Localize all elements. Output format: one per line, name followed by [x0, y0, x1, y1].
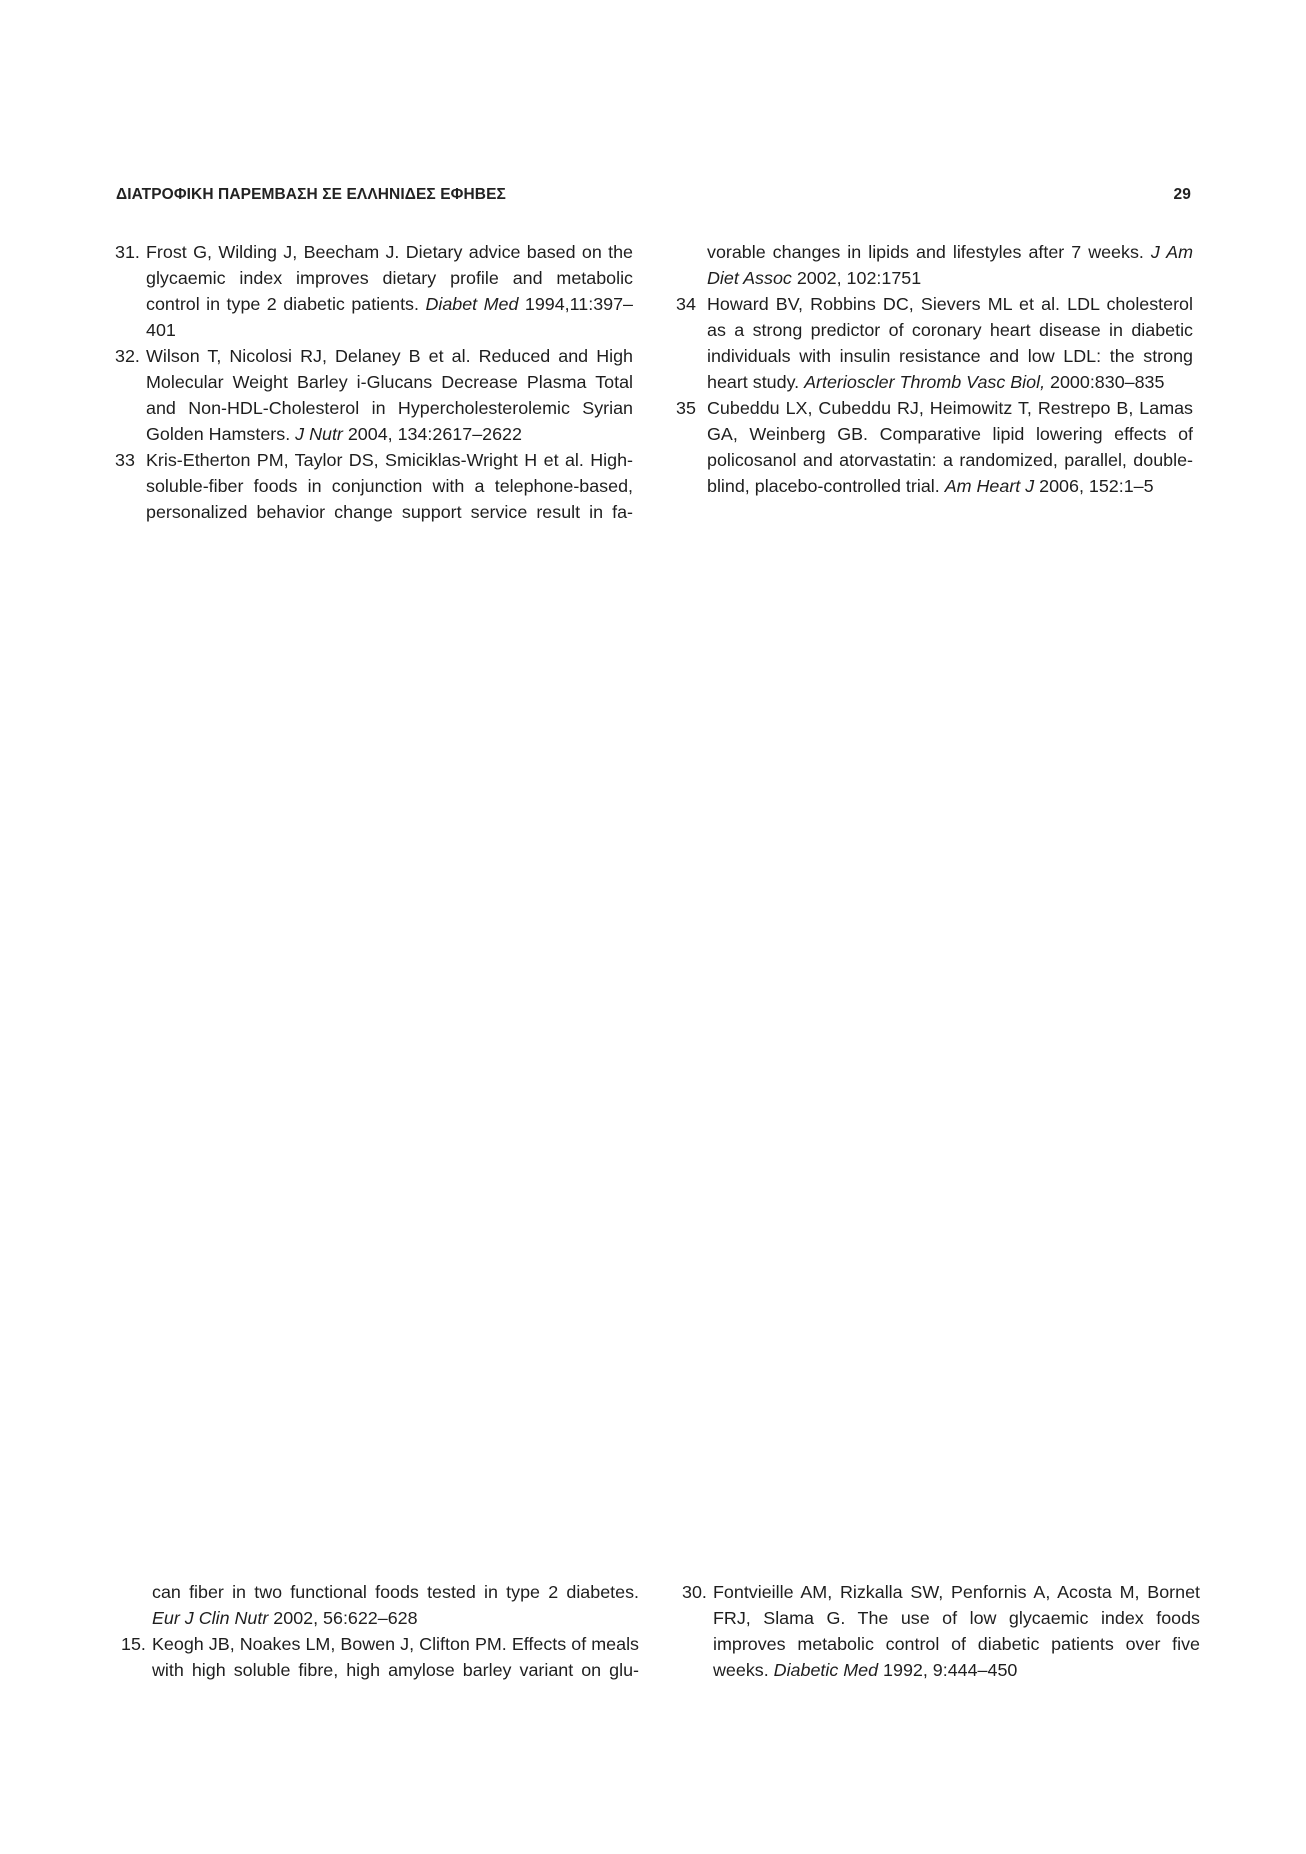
reference-citation: 2000:830–835 — [1045, 372, 1165, 392]
journal-name: Am Heart J — [944, 476, 1035, 496]
reference-35 — [676, 395, 1193, 499]
running-header — [116, 186, 1191, 210]
reference-citation: 1992, 9:444–450 — [878, 1660, 1018, 1680]
reference-number: 33 — [115, 450, 135, 470]
journal-name: J Nutr — [295, 424, 343, 444]
reference-32 — [115, 343, 633, 447]
reference-text: can fiber in two functional foods tested in type 2 diabetes. — [152, 1582, 639, 1602]
reference-text: Kris-Etherton PM, Taylor DS, Smiciklas-Wright H et al. High-soluble-fiber foods in conjunction with a telephone-based, personalized behavior change support service result in fa- — [146, 450, 633, 522]
journal-name: J Am Diet Assoc — [707, 242, 1193, 288]
reference-34 — [676, 291, 1193, 395]
journal-name: Arterioscler Thromb Vasc Biol, — [804, 372, 1046, 392]
references-column-top-right — [676, 239, 1193, 499]
reference-number: 34 — [676, 294, 696, 314]
journal-name: Eur J Clin Nutr — [152, 1608, 269, 1628]
reference-33-continued — [676, 239, 1193, 291]
reference-text: Fontvieille AM, Rizkalla SW, Penfornis A, Acosta M, Bornet FRJ, Slama G. The use of low glycaemic index foods improves metabolic control of diabetic patients over five weeks. — [713, 1582, 1200, 1680]
references-column-bottom-right — [682, 1579, 1200, 1683]
reference-text: Keogh JB, Noakes LM, Bowen J, Clifton PM. Effects of meals with high soluble fibre, high amylose barley variant on glu- — [152, 1634, 639, 1680]
references-column-top-left — [115, 239, 633, 525]
page-number: 29 — [1173, 186, 1191, 203]
reference-citation: 2006, 152:1–5 — [1034, 476, 1154, 496]
reference-number: 35 — [676, 398, 696, 418]
reference-30 — [682, 1579, 1200, 1683]
reference-continued — [121, 1579, 639, 1631]
journal-name: Diabetic Med — [773, 1660, 879, 1680]
reference-number: 32. — [115, 346, 140, 366]
reference-citation: 2002, 102:1751 — [791, 268, 922, 288]
references-column-bottom-left — [121, 1579, 639, 1683]
reference-number: 30. — [682, 1582, 707, 1602]
reference-citation: 1994,11:397–401 — [146, 294, 633, 340]
reference-text: Cubeddu LX, Cubeddu RJ, Heimowitz T, Restrepo B, Lamas GA, Weinberg GB. Comparative lipid lowering effects of policosanol and atorvastatin: a randomized, parallel, double-blind, placebo-controlled trial. — [707, 398, 1193, 496]
reference-text: Wilson T, Nicolosi RJ, Delaney B et al. Reduced and High Molecular Weight Barley i-Glucans Decrease Plasma Total and Non-HDL-Cholesterol in Hypercholesterolemic Syrian Golden Hamsters. — [146, 346, 633, 444]
reference-text: Frost G, Wilding J, Beecham J. Dietary advice based on the glycaemic index improves dietary profile and metabolic control in type 2 diabetic patients. — [146, 242, 633, 314]
reference-citation: 2002, 56:622–628 — [268, 1608, 418, 1628]
running-title: ΔΙΑΤΡΟΦΙΚΗ ΠΑΡΕΜΒΑΣΗ ΣΕ ΕΛΛΗΝΙΔΕΣ ΕΦΗΒΕΣ — [116, 186, 506, 203]
reference-citation: 2004, 134:2617–2622 — [342, 424, 522, 444]
reference-33 — [115, 447, 633, 525]
reference-text: vorable changes in lipids and lifestyles after 7 weeks. — [707, 242, 1151, 262]
reference-number: 31. — [115, 242, 140, 262]
reference-text: Howard BV, Robbins DC, Sievers ML et al. LDL cholesterol as a strong predictor of coronary heart disease in diabetic individuals with insulin resistance and low LDL: the strong heart study. — [707, 294, 1193, 392]
reference-31 — [115, 239, 633, 343]
journal-name: Diabet Med — [425, 294, 519, 314]
reference-number: 15. — [121, 1634, 146, 1654]
reference-15 — [121, 1631, 639, 1683]
